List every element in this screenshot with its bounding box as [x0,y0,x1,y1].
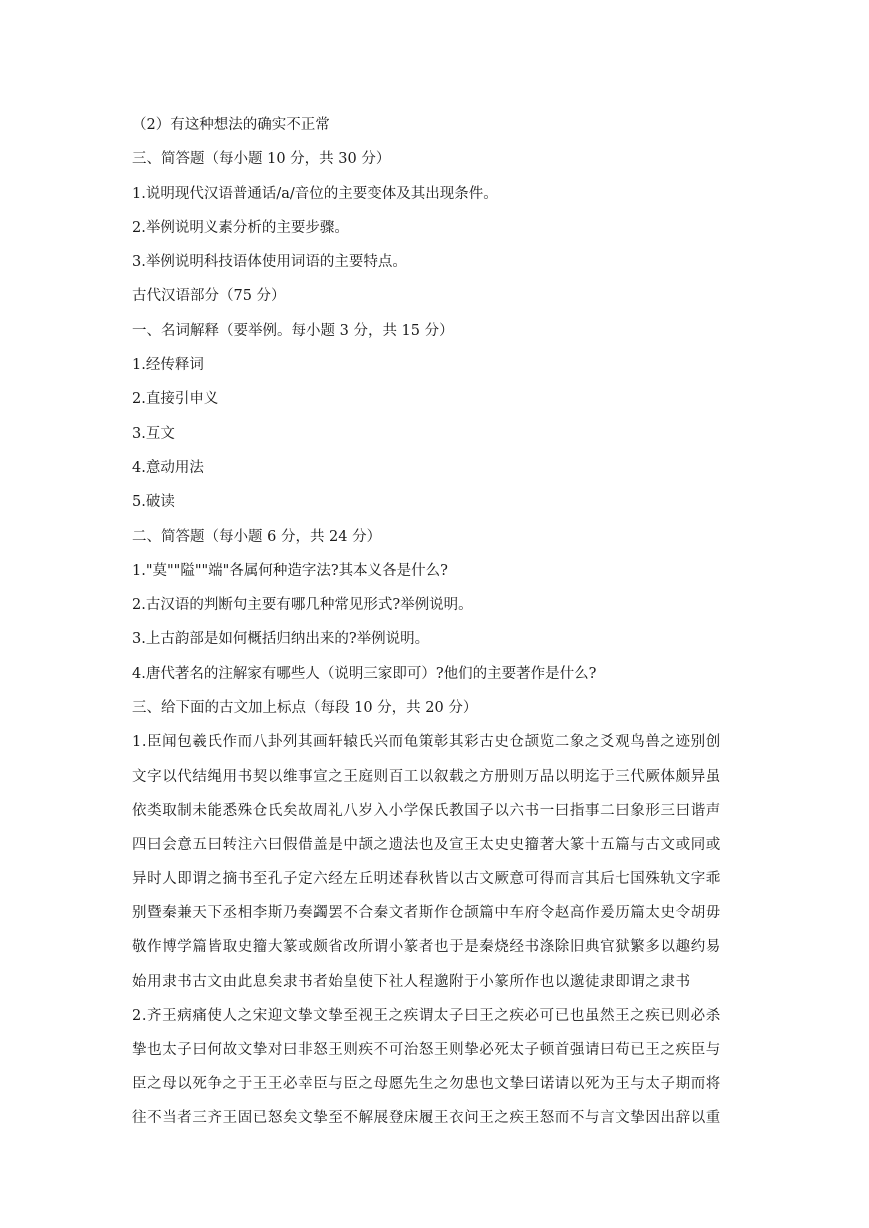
section-heading-short-answer: 三、简答题（每小题 10 分，共 30 分） [132,151,391,168]
section-heading-term-explanation: 一、名词解释（要举例。每小题 3 分，共 15 分） [132,322,454,339]
document-content [132,108,740,1136]
question-item: 2.古汉语的判断句主要有哪几种常见形式?举例说明。 [132,597,473,614]
question-item: 1.说明现代汉语普通话/a/音位的主要变体及其出现条件。 [132,185,498,202]
passage-line: 挚也太子曰何故文挚对曰非怒王则疾不可治怒王则挚必死太子顿首强请曰苟已王之疾臣与 [132,1042,721,1059]
passage-line: 四曰会意五曰转注六曰假借盖是中颉之遗法也及宣王太史史籀著大篆十五篇与古文或同或 [132,836,721,853]
passage-line: 始用隶书古文由此息矣隶书者始皇使下社人程邈附于小篆所作也以邈徒隶即谓之隶书 [132,973,691,990]
passage-line: 1.臣闻包羲氏作而八卦列其画轩辕氏兴而龟策彰其彩古史仓颉览二象之爻观鸟兽之迹别创 [132,734,721,751]
question-item: 3.互文 [132,425,175,442]
section-heading-punctuation: 三、给下面的古文加上标点（每段 10 分，共 20 分） [132,700,478,717]
classical-passage-1 [132,725,740,999]
passage-line: 文字以代结绳用书契以维事宣之王庭则百工以叙载之方册则万品以明迄于三代厥体颇异虽 [132,768,721,785]
question-item: 2.举例说明义素分析的主要步骤。 [132,219,349,236]
question-item: 5.破读 [132,494,175,511]
part-heading-classical-chinese: 古代汉语部分（75 分） [132,288,286,305]
question-item: 2.直接引申义 [132,391,219,408]
passage-line: 2.齐王病痛使人之宋迎文挚文挚至视王之疾谓太子曰王之疾必可已也虽然王之疾已则必杀 [132,1007,721,1024]
passage-line: 别暨秦兼天下丞相李斯乃奏蠲罢不合秦文者斯作仓颉篇中车府令赵高作爰历篇太史令胡毋 [132,905,721,922]
question-item: 1.经传释词 [132,357,204,374]
question-item: 3.上古韵部是如何概括归纳出来的?举例说明。 [132,631,430,648]
question-item: 3.举例说明科技语体使用词语的主要特点。 [132,254,407,271]
passage-line: 异时人即谓之摘书至孔子定六经左丘明述春秋皆以古文厥意可得而言其后七国殊轨文字乖 [132,871,721,888]
passage-line: 臣之母以死争之于王王必幸臣与臣之母愿先生之勿患也文挚曰诺请以死为王与太子期而将 [132,1076,721,1093]
classical-passage-2 [132,999,740,1136]
passage-line: 往不当者三齐王固已怒矣文挚至不解展登床履王衣问王之疾王怒而不与言文挚因出辞以重 [132,1110,721,1127]
question-item: 4.意动用法 [132,459,204,476]
passage-line: 敬作博学篇皆取史籀大篆或颇省改所谓小篆者也于是秦烧经书涤除旧典官狱繁多以趣约易 [132,939,721,956]
question-item: 4.唐代著名的注解家有哪些人（说明三家即可）?他们的主要著作是什么? [132,665,597,682]
question-item: 1."莫""隘""端"各属何种造字法?其本义各是什么? [132,562,448,579]
passage-line: 依类取制未能悉殊仓氏矣故周礼八岁入小学保氏教国子以六书一曰指事二曰象形三曰谐声 [132,802,721,819]
section-heading-short-answer-2: 二、简答题（每小题 6 分，共 24 分） [132,528,382,545]
answer-line-2: （2）有这种想法的确实不正常 [132,117,330,133]
